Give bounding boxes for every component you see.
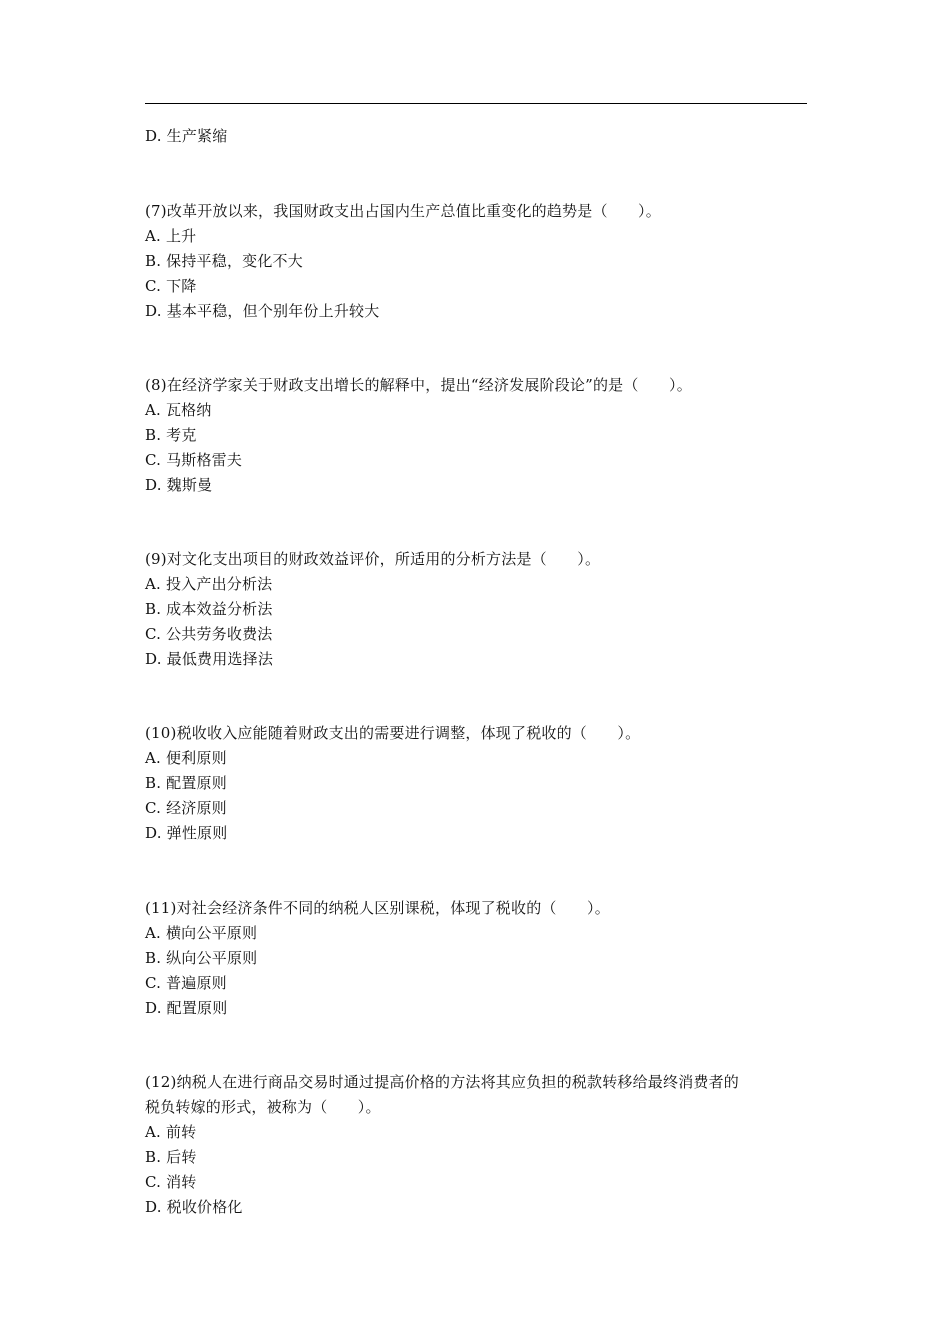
document-page: [145, 0, 807, 1344]
question-11-option-a: A. 横向公平原则: [145, 924, 258, 942]
question-11-option-c: C. 普遍原则: [145, 974, 227, 992]
lead-option-d: D. 生产紧缩: [145, 127, 228, 145]
question-8-text: (8)在经济学家关于财政支出增长的解释中，提出“经济发展阶段论”的是（ ）。: [145, 376, 692, 394]
question-9-option-c: C. 公共劳务收费法: [145, 625, 273, 643]
question-8-option-d: D. 魏斯曼: [145, 476, 213, 494]
question-8-option-a: A. 瓦格纳: [145, 401, 212, 419]
question-12-text-line-1: (12)纳税人在进行商品交易时通过提高价格的方法将其应负担的税款转移给最终消费者的: [145, 1073, 739, 1091]
question-10-option-d: D. 弹性原则: [145, 824, 228, 842]
question-7-option-c: C. 下降: [145, 277, 197, 295]
question-9-option-d: D. 最低费用选择法: [145, 650, 274, 668]
question-11-option-b: B. 纵向公平原则: [145, 949, 258, 967]
header-rule: [145, 103, 807, 104]
question-12-option-d: D. 税收价格化: [145, 1198, 243, 1216]
question-10-option-b: B. 配置原则: [145, 774, 227, 792]
question-7-option-b: B. 保持平稳，变化不大: [145, 252, 303, 270]
question-12-text-line-2: 税负转嫁的形式，被称为（ ）。: [145, 1098, 381, 1116]
question-7-text: (7)改革开放以来，我国财政支出占国内生产总值比重变化的趋势是（ ）。: [145, 202, 661, 220]
question-11-option-d: D. 配置原则: [145, 999, 228, 1017]
question-10-option-a: A. 便利原则: [145, 749, 227, 767]
question-12-option-c: C. 消转: [145, 1173, 197, 1191]
question-11-text: (11)对社会经济条件不同的纳税人区别课税，体现了税收的（ ）。: [145, 899, 610, 917]
question-7-option-d: D. 基本平稳，但个别年份上升较大: [145, 302, 380, 320]
question-8-option-c: C. 马斯格雷夫: [145, 451, 243, 469]
question-10-option-c: C. 经济原则: [145, 799, 227, 817]
question-9-text: (9)对文化支出项目的财政效益评价，所适用的分析方法是（ ）。: [145, 550, 601, 568]
question-7-option-a: A. 上升: [145, 227, 197, 245]
question-12-option-a: A. 前转: [145, 1123, 197, 1141]
question-12-option-b: B. 后转: [145, 1148, 197, 1166]
question-10-text: (10)税收收入应能随着财政支出的需要进行调整，体现了税收的（ ）。: [145, 724, 641, 742]
question-9-option-a: A. 投入产出分析法: [145, 575, 273, 593]
question-9-option-b: B. 成本效益分析法: [145, 600, 273, 618]
question-8-option-b: B. 考克: [145, 426, 197, 444]
